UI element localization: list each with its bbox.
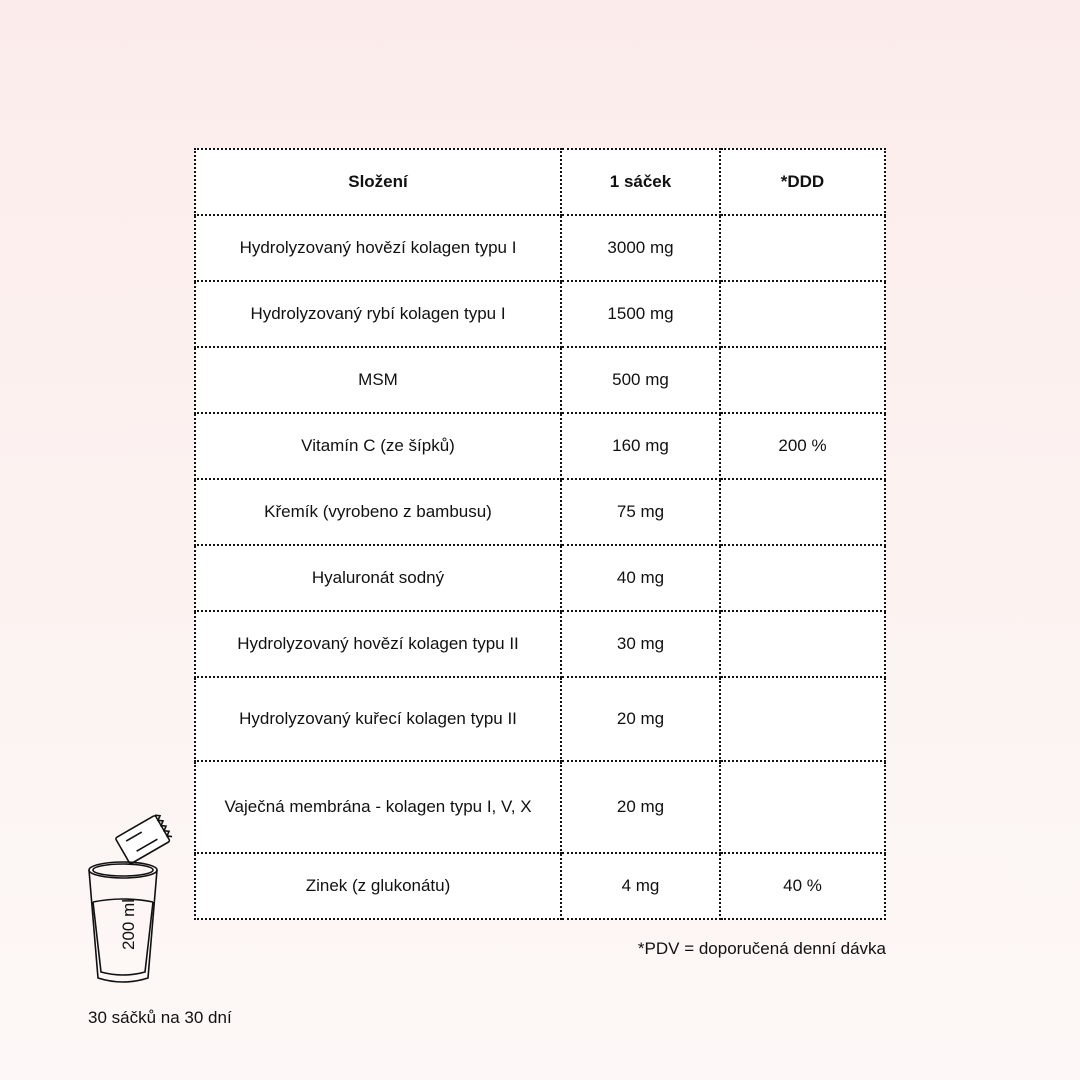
amount-cell: 500 mg [561,347,720,413]
table-row [195,347,885,413]
ddd-cell [720,761,885,853]
glass-volume-label: 200 ml [119,898,138,950]
ddd-cell [720,677,885,761]
ingredient-cell: Vaječná membrána - kolagen typu I, V, X [195,761,561,853]
package-note: 30 sáčků na 30 dní [88,1008,232,1027]
amount-cell: 40 mg [561,545,720,611]
ingredient-cell: Hydrolyzovaný hovězí kolagen typu I [195,215,561,281]
amount-cell: 20 mg [561,677,720,761]
table-row [195,761,885,853]
amount-cell: 30 mg [561,611,720,677]
ddd-cell [720,281,885,347]
header-per-sachet: 1 sáček [561,149,720,215]
ddd-cell: 200 % [720,413,885,479]
amount-cell: 20 mg [561,761,720,853]
table-row [195,611,885,677]
header-ddd: *DDD [720,149,885,215]
amount-cell: 4 mg [561,853,720,919]
amount-cell: 1500 mg [561,281,720,347]
ddd-cell: 40 % [720,853,885,919]
ingredient-cell: Hydrolyzovaný hovězí kolagen typu II [195,611,561,677]
ingredient-cell: MSM [195,347,561,413]
table-row [195,281,885,347]
ingredient-cell: Křemík (vyrobeno z bambusu) [195,479,561,545]
footnote: *PDV = doporučená denní dávka [637,939,886,958]
amount-cell: 160 mg [561,413,720,479]
header-composition: Složení [195,149,561,215]
amount-cell: 75 mg [561,479,720,545]
table-row [195,677,885,761]
ddd-cell [720,479,885,545]
ingredient-cell: Vitamín C (ze šípků) [195,413,561,479]
glass-with-sachet-icon [82,810,192,990]
ingredient-cell: Hyaluronát sodný [195,545,561,611]
ingredient-cell: Hydrolyzovaný rybí kolagen typu I [195,281,561,347]
table-row [195,853,885,919]
amount-cell: 3000 mg [561,215,720,281]
table-row [195,479,885,545]
ddd-cell [720,347,885,413]
table-row [195,545,885,611]
ddd-cell [720,215,885,281]
composition-table [194,148,886,920]
table-header-row [195,149,885,215]
table-row [195,413,885,479]
ingredient-cell: Hydrolyzovaný kuřecí kolagen typu II [195,677,561,761]
ddd-cell [720,545,885,611]
table-row [195,215,885,281]
ddd-cell [720,611,885,677]
ingredient-cell: Zinek (z glukonátu) [195,853,561,919]
